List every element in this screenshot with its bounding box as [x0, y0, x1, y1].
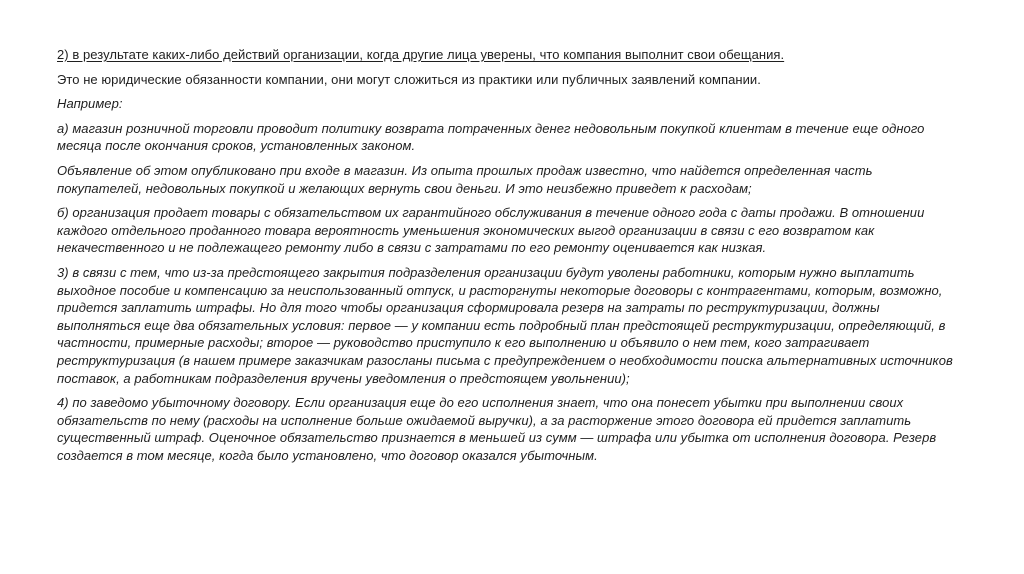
paragraph-point-4: 4) по заведомо убыточному договору. Если организация еще до его исполнения знает, что она понесет убытки при выполнении своих обязательств по нему (расходы на исполнение больше ожидаемой выручки), а за расторжение этого договора ей придется заплатить существенный штраф. Оценочное обязательство признается в меньшей из сумм — штрафа или убытка от исполнения договора. Резерв создается в том месяце, когда было установлено, что договор оказался убыточным.	[57, 395, 937, 463]
paragraph-announcement: Объявление об этом опубликовано при входе в магазин. Из опыта прошлых продаж известно, что найдется определенная часть покупателей, недовольных покупкой и желающих вернуть свои деньги. И это неизбежно приведет к расходам;	[57, 162, 873, 196]
paragraph-point-2: 2) в результате каких-либо действий организации, когда другие лица уверены, что компания выполнит свои обещания.	[57, 47, 785, 62]
slide-body	[57, 46, 957, 471]
paragraph-point-3: 3) в связи с тем, что из-за предстоящего закрытия подразделения организации будут уволены работники, которым нужно выплатить выходное пособие и компенсацию за неиспользованный отпуск, и расторгнуты некоторые договоры с контрагентами, которым, возможно, придется заплатить штрафы. Но для того чтобы организация сформировала резерв на затраты по реструктуризации, должны выполняться еще два обязательных условия: первое — у компании есть подробный план предстоящей реструктуризации, определяющий, в частности, примерные расходы; второе — руководство приступило к его выполнению и объявило о нем тем, кого затрагивает реструктуризация (в нашем примере заказчикам разосланы письма с предупреждением о необходимости поиска альтернативных источников поставок, а работникам подразделения вручены уведомления о предстоящем увольнении);	[57, 264, 953, 386]
paragraph-example-a: а) магазин розничной торговли проводит политику возврата потраченных денег недовольным покупкой клиентам в течение еще одного месяца после окончания сроков, установленных законом.	[57, 120, 925, 154]
paragraph-example-b: б) организация продает товары с обязательством их гарантийного обслуживания в течение одного года с даты продажи. В отношении каждого отдельного проданного товара вероятность уменьшения экономических выгод организации в связи с его возвратом как некачественного и не подлежащего ремонту либо в связи с затратами по его ремонту оценивается как низкая.	[57, 205, 925, 256]
paragraph-example-heading: Например:	[57, 96, 123, 112]
paragraph-explanation: Это не юридические обязанности компании, они могут сложиться из практики или публичных заявлений компании.	[57, 71, 761, 87]
